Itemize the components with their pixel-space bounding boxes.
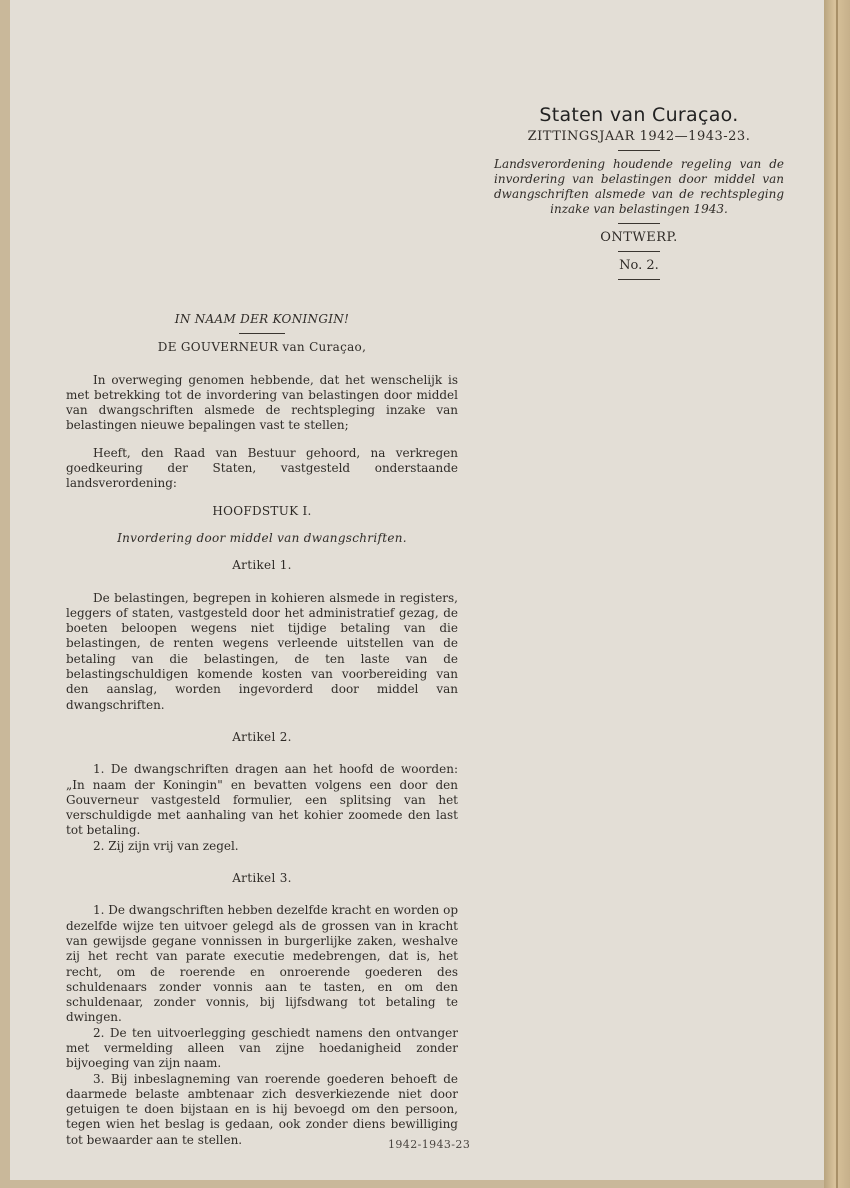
divider (618, 251, 660, 252)
divider (618, 279, 660, 280)
divider (618, 223, 660, 224)
article-heading: Artikel 1. (232, 558, 292, 573)
article-paragraph: 3. Bij inbeslagneming van roerende goederen behoeft de daarmede belaste ambtenaar zich desverkiezende niet door getuigen te doen bijstaan en is hij bevoegd om den persoon, tegen wien het beslag is gedaan, ook zonder diens bewilliging tot bewaarder aan te stellen. (66, 1071, 458, 1147)
governor-line: DE GOUVERNEUR van Curaçao, (157, 340, 367, 355)
enacting-paragraph: Heeft, den Raad van Bestuur gehoord, na verkregen goedkeuring der Staten, vastgesteld onderstaande landsverordening: (66, 445, 458, 491)
considering-paragraph: In overweging genomen hebbende, dat het wenschelijk is met betrekking tot de invordering van belastingen door middel van dwangschriften alsmede de rechtspleging inzake van belastingen nieuwe bepalingen vast te stellen; (66, 372, 458, 433)
article-heading: Artikel 3. (232, 871, 292, 886)
article-paragraph: 1. De dwangschriften dragen aan het hoofd de woorden: „In naam der Koningin" en bevatten volgens een door den Gouverneur vastgesteld formulier, een splitsing van het verschuldigde met aanhaling van het kohier zoomede den last tot betaling. (66, 762, 458, 838)
draft-label: ONTWERP. (600, 230, 678, 245)
ordinance-description: Landsverordening houdende regeling van de invordering van belastingen door middel van dwangschriften alsmede van de rechtspleging inzake van belastingen 1943. (494, 157, 784, 216)
session-year: ZITTINGSJAAR 1942—1943-23. (527, 129, 751, 144)
divider (239, 333, 285, 334)
document-number: No. 2. (619, 258, 659, 273)
document-header (490, 104, 788, 286)
invocation: IN NAAM DER KONINGIN! (174, 312, 350, 326)
article-paragraph: 2. Zij zijn vrij van zegel. (93, 838, 239, 853)
article-paragraph: De belastingen, begrepen in kohieren alsmede in registers, leggers of staten, vastgesteld door het administratief gezag, de boeten beloopen wegens niet tijdige betaling van die belastingen, de renten wegens verleende uitstellen van de betaling van die belastingen, de ten laste van de belastingschuldigen komende kosten van voorbereiding van den aanslag, worden ingevorderd door middel van dwangschriften. (66, 590, 458, 712)
divider (618, 150, 660, 151)
chapter-heading: HOOFDSTUK I. (212, 503, 312, 518)
article-heading: Artikel 2. (232, 729, 292, 744)
institution-title: Staten van Curaçao. (539, 104, 739, 126)
chapter-subtitle: Invordering door middel van dwangschriften. (117, 530, 407, 545)
article-paragraph: 1. De dwangschriften hebben dezelfde kracht en worden op dezelfde wijze ten uitvoer gelegd als de grossen van in kracht van gewijsde gegane vonnissen in burgerlijke zaken, weshalve zij het recht van parate executie medebrengen, dat is, het recht, om de roerende en onroerende goederen des schuldenaars zonder vonnis aan te tasten, en om den schuldenaar, zonder vonnis, bij lijfsdwang tot betaling te dwingen. (66, 903, 458, 1025)
document-body (66, 312, 458, 1148)
footer-code: 1942-1943-23 (388, 1138, 471, 1151)
page-edge-line (836, 0, 838, 1188)
article-paragraph: 2. De ten uitvoerlegging geschiedt namens den ontvanger met vermelding alleen van zijne hoedanigheid zonder bijvoeging van zijn naam. (66, 1025, 458, 1071)
